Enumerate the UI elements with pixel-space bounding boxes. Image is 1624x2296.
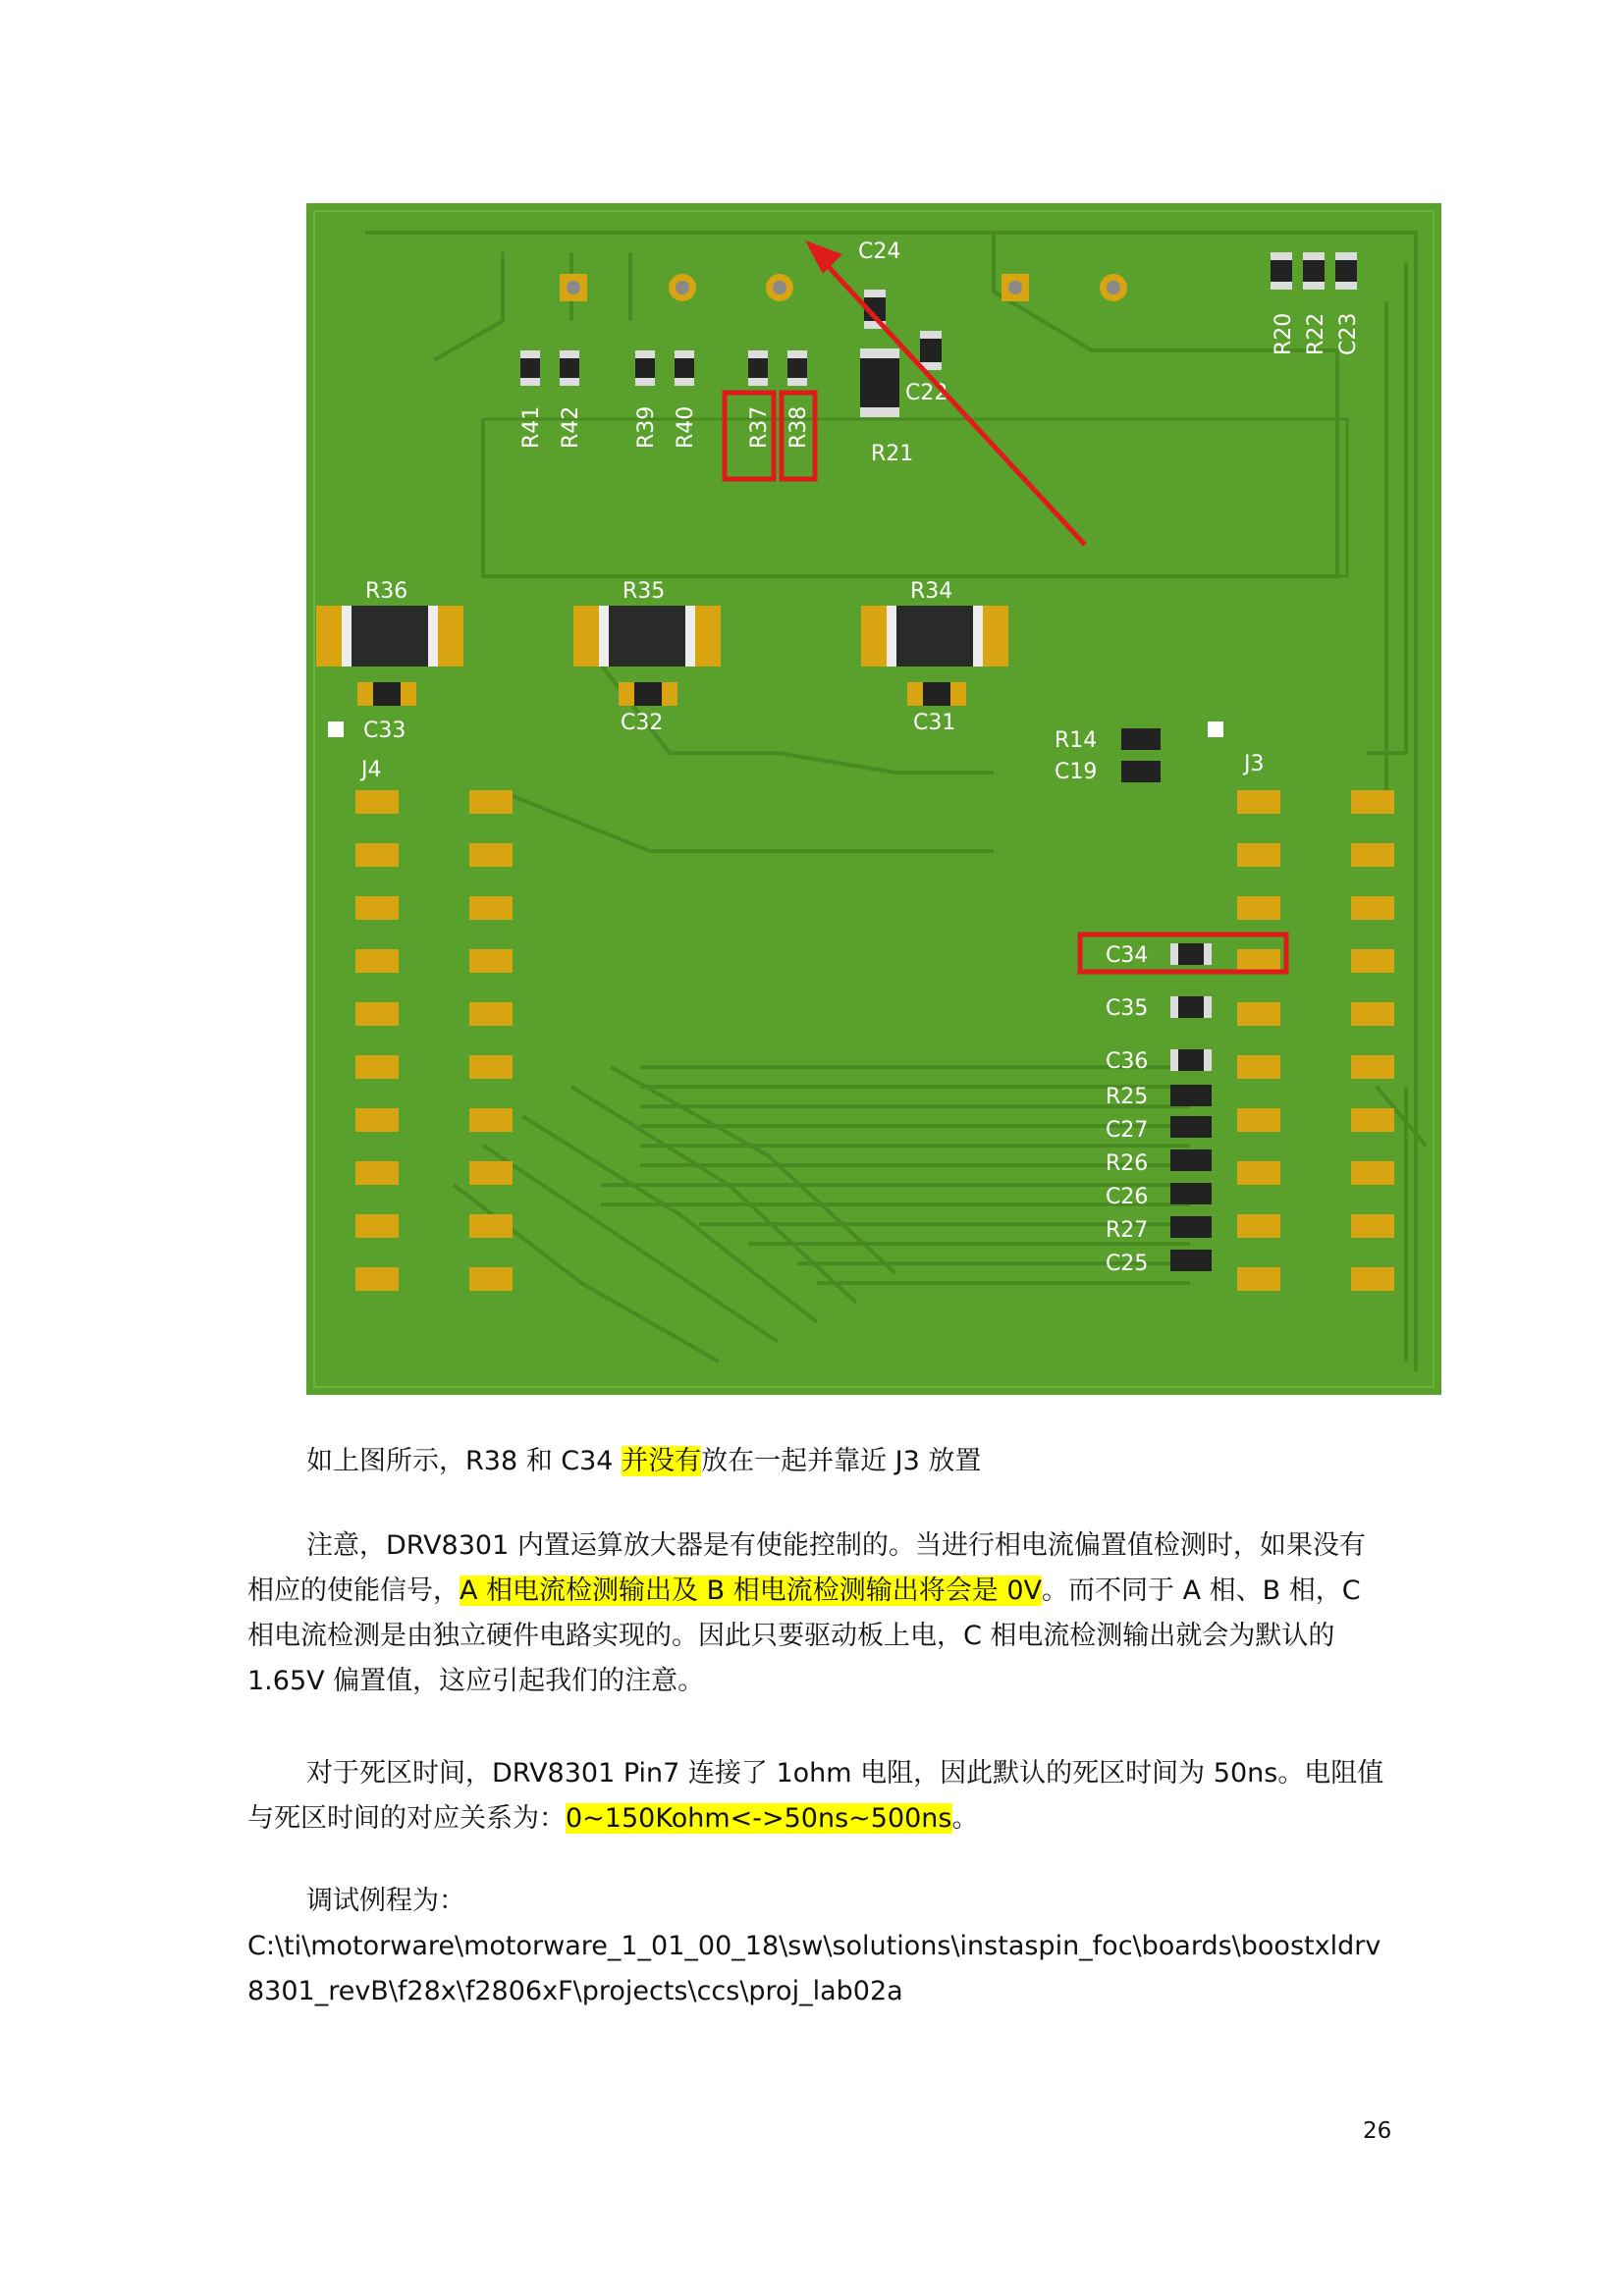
label-c22: C22 bbox=[905, 381, 948, 405]
pcb-layout-image bbox=[306, 203, 1441, 1395]
label-c24: C24 bbox=[858, 240, 901, 264]
label-r25: R25 bbox=[1106, 1085, 1149, 1109]
label-c36: C36 bbox=[1106, 1049, 1149, 1074]
label-c31: C31 bbox=[913, 711, 956, 735]
paragraph-opamp-highlight: A 相电流检测输出及 B 相电流检测输出将会是 0V bbox=[460, 1575, 1042, 1606]
label-r20: R20 bbox=[1272, 312, 1296, 355]
label-r40: R40 bbox=[674, 405, 698, 449]
label-c27: C27 bbox=[1106, 1118, 1149, 1143]
label-r26: R26 bbox=[1106, 1151, 1149, 1176]
figure-caption: 如上图所示，R38 和 C34 并没有放在一起并靠近 J3 放置 bbox=[306, 1446, 982, 1476]
label-c35: C35 bbox=[1106, 996, 1149, 1021]
paragraph-deadtime: 对于死区时间，DRV8301 Pin7 连接了 1ohm 电阻，因此默认的死区时间为 50ns。电阻值与死区时间的对应关系为：0~150Kohm<->50ns~500ns。 bbox=[247, 1758, 1384, 1834]
label-c26: C26 bbox=[1106, 1185, 1149, 1209]
label-r22: R22 bbox=[1304, 312, 1328, 355]
label-j3: J3 bbox=[1244, 752, 1265, 776]
label-c23: C23 bbox=[1336, 312, 1361, 355]
paragraph-opamp-enable: 注意，DRV8301 内置运算放大器是有使能控制的。当进行相电流偏置值检测时，如果没有相应的使能信号，A 相电流检测输出及 B 相电流检测输出将会是 0V。而不同于 A 相、B 相，C 相电流检测是由独立硬件电路实现的。因此只要驱动板上电，C 相电流检测输出就会为默认的 1.65V 偏置值，这应引起我们的注意。 bbox=[247, 1530, 1366, 1696]
label-r36: R36 bbox=[365, 579, 408, 604]
label-r39: R39 bbox=[634, 405, 659, 449]
label-r34: R34 bbox=[910, 579, 953, 604]
label-c34: C34 bbox=[1106, 943, 1149, 968]
debug-example-label: 调试例程为： bbox=[306, 1886, 465, 1916]
label-r41: R41 bbox=[519, 405, 544, 449]
label-r38: R38 bbox=[786, 405, 811, 449]
label-r21: R21 bbox=[871, 442, 914, 466]
label-c33: C33 bbox=[363, 719, 406, 743]
paragraph-deadtime-highlight: 0~150Kohm<->50ns~500ns bbox=[566, 1803, 952, 1834]
debug-example-path: C:\ti\motorware\motorware_1_01_00_18\sw\solutions\instaspin_foc\boards\boostxldrv8301_revB\f28x\f2806xF\projects\ccs\proj_lab02a bbox=[247, 1931, 1381, 2006]
label-r37: R37 bbox=[747, 405, 772, 449]
label-r27: R27 bbox=[1106, 1218, 1149, 1243]
caption-highlight: 并没有 bbox=[622, 1446, 702, 1476]
label-c19: C19 bbox=[1055, 760, 1098, 784]
label-c32: C32 bbox=[621, 711, 664, 735]
label-c25: C25 bbox=[1106, 1252, 1149, 1276]
label-r14: R14 bbox=[1055, 728, 1098, 753]
label-r42: R42 bbox=[559, 405, 583, 449]
label-r35: R35 bbox=[623, 579, 666, 604]
label-j4: J4 bbox=[361, 758, 382, 782]
page-number: 26 bbox=[1363, 2118, 1392, 2144]
